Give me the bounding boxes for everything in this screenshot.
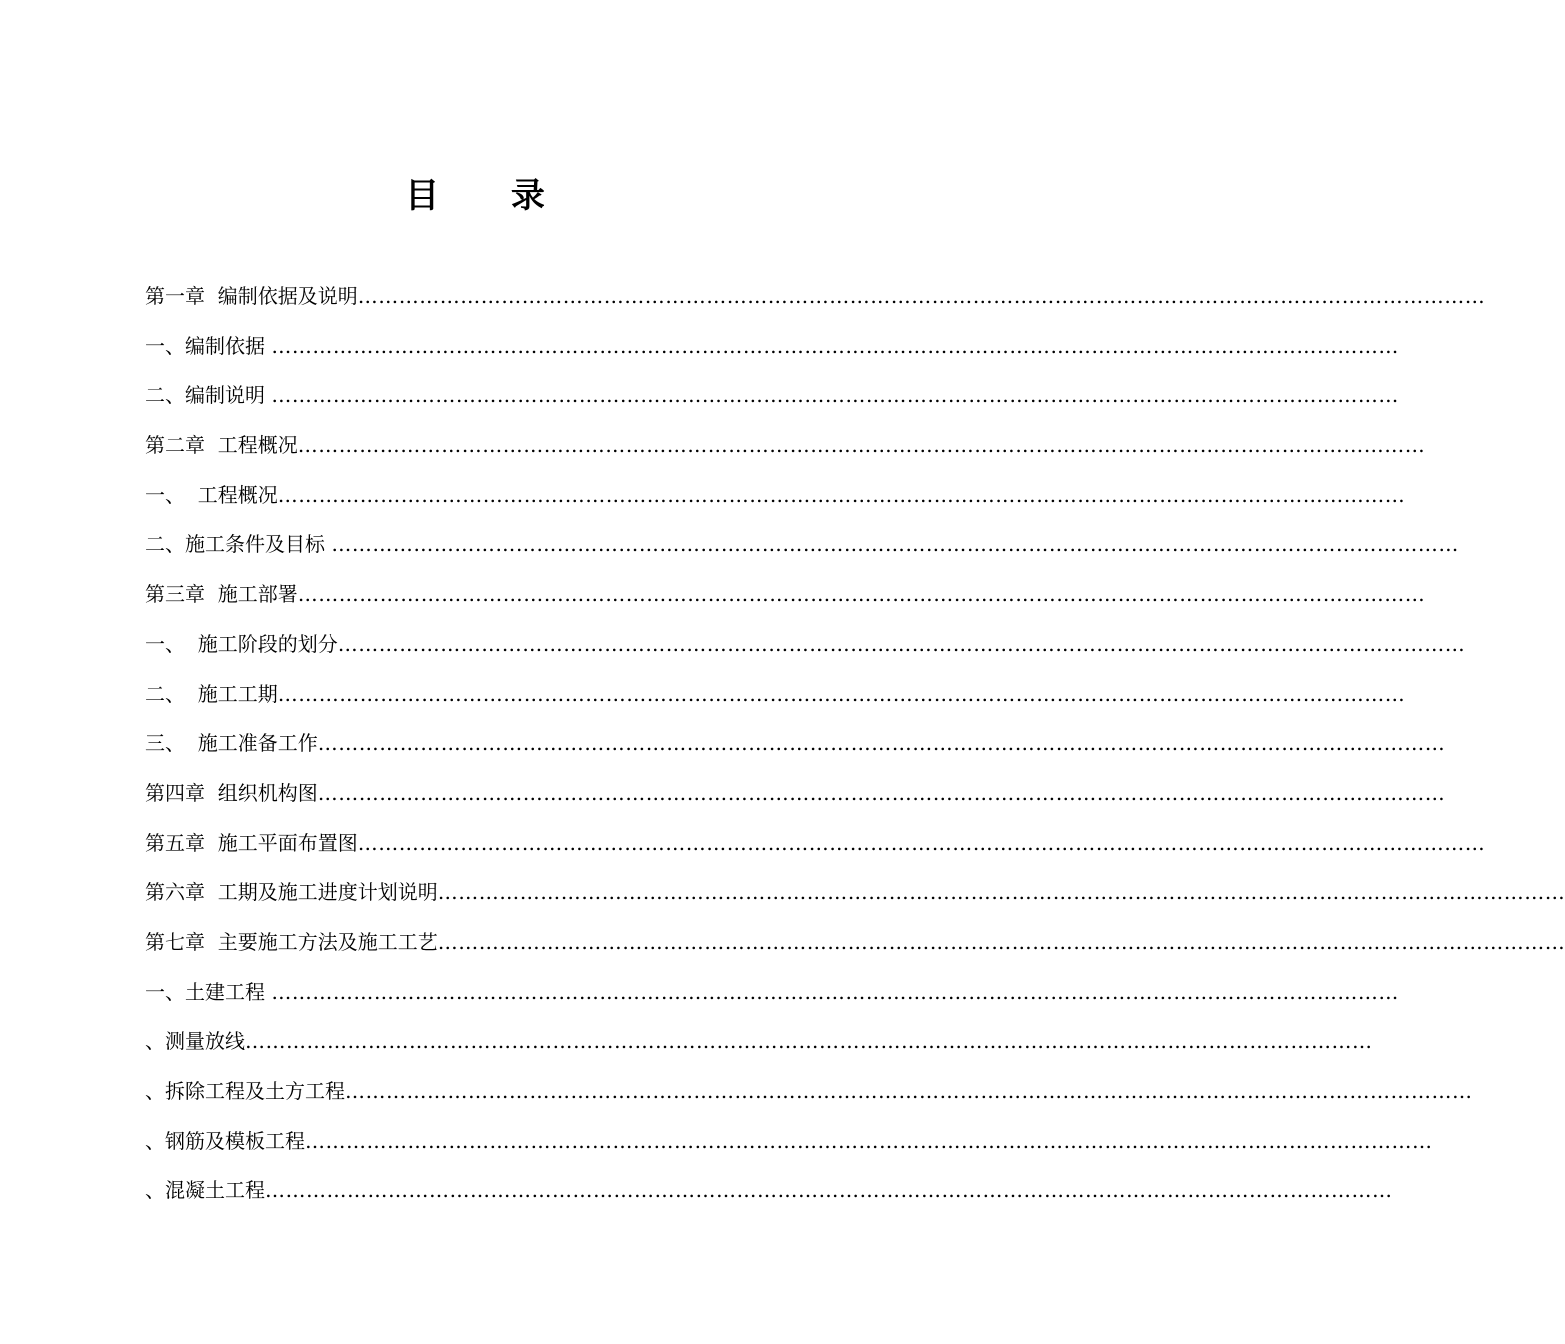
toc-entry[interactable] (145, 868, 1565, 918)
toc-entry[interactable] (145, 570, 1426, 620)
toc-entry-label: 第一章 编制依据及说明 (145, 284, 358, 308)
toc-entry[interactable] (145, 471, 1406, 521)
toc-entry-label: 第二章 工程概况 (145, 433, 298, 458)
toc-entry-label: 一、土建工程 (145, 979, 272, 1004)
toc-dot-leader: ………………………………………………………………………………………………………………………………………………… (297, 582, 1426, 607)
toc-entry[interactable] (145, 769, 1446, 819)
toc-dot-leader: ………………………………………………………………………………………………………………………………………………… (245, 1029, 1373, 1054)
toc-entry[interactable] (145, 968, 1399, 1018)
toc-entry-label: 第五章 施工平面布置图 (145, 830, 358, 855)
toc-dot-leader: ………………………………………………………………………………………………………………………………………………… (271, 333, 1399, 358)
toc-entry-label: 一、 施工阶段的划分 (145, 631, 338, 656)
toc-entry-label: 二、 施工工期 (145, 681, 278, 706)
toc-entry-label: 第六章 工期及施工进度计划说明 (145, 880, 438, 905)
toc-entry-label: 二、施工条件及目标 (145, 532, 332, 557)
toc-entry[interactable] (145, 1067, 1473, 1117)
toc-entry-label: 、测量放线 (145, 1029, 245, 1054)
toc-dot-leader: ………………………………………………………………………………………………………………………………………………… (317, 780, 1446, 805)
toc-entry[interactable] (145, 719, 1446, 769)
toc-list (145, 272, 1565, 1216)
toc-dot-leader: ………………………………………………………………………………………………………………………………………………… (345, 1079, 1473, 1103)
toc-entry[interactable] (145, 520, 1459, 570)
toc-entry-label: 一、 工程概况 (145, 482, 278, 507)
toc-entry[interactable] (145, 620, 1466, 670)
toc-entry[interactable] (145, 272, 1486, 322)
toc-entry[interactable] (145, 421, 1426, 471)
toc-entry-label: 、混凝土工程 (145, 1178, 265, 1203)
toc-entry[interactable] (145, 371, 1399, 421)
toc-entry-label: 三、 施工准备工作 (145, 731, 318, 756)
toc-dot-leader: ………………………………………………………………………………………………………………………………………………… (265, 1178, 1393, 1203)
toc-entry-label: 二、编制说明 (145, 383, 272, 408)
toc-entry-label: 第四章 组织机构图 (145, 780, 318, 805)
toc-entry[interactable] (145, 819, 1486, 869)
toc-dot-leader: ………………………………………………………………………………………………………………………………………………… (357, 830, 1486, 855)
toc-dot-leader: ………………………………………………………………………………………………………………………………………………… (437, 880, 1565, 905)
toc-dot-leader: ………………………………………………………………………………………………………………………………………………… (437, 929, 1565, 954)
toc-entry[interactable] (145, 1166, 1393, 1216)
toc-dot-leader: ………………………………………………………………………………………………………………………………………………… (271, 383, 1399, 408)
toc-entry-label: 第七章 主要施工方法及施工工艺 (145, 929, 438, 954)
toc-dot-leader: ………………………………………………………………………………………………………………………………………………… (331, 532, 1459, 557)
toc-dot-leader: ………………………………………………………………………………………………………………………………………………… (297, 433, 1426, 458)
toc-entry[interactable] (145, 670, 1406, 720)
toc-entry[interactable] (145, 1017, 1373, 1067)
toc-dot-leader: ………………………………………………………………………………………………………………………………………………… (305, 1128, 1433, 1153)
toc-dot-leader: ………………………………………………………………………………………………………………………………………………… (337, 631, 1466, 656)
toc-dot-leader: ………………………………………………………………………………………………………………………………………………… (317, 731, 1446, 756)
toc-entry[interactable] (145, 918, 1565, 968)
toc-entry[interactable] (145, 1117, 1433, 1167)
toc-entry-label: 一、编制依据 (145, 333, 272, 358)
toc-title: 目 录 (405, 176, 575, 216)
toc-entry-label: 、钢筋及模板工程 (145, 1128, 305, 1153)
toc-entry-label: 、拆除工程及土方工程 (145, 1079, 345, 1103)
toc-entry-label: 第三章 施工部署 (145, 582, 298, 607)
toc-dot-leader: ………………………………………………………………………………………………………………………………………………… (271, 979, 1399, 1004)
toc-dot-leader: ………………………………………………………………………………………………………………………………………………… (357, 284, 1486, 308)
toc-dot-leader: ………………………………………………………………………………………………………………………………………………… (277, 681, 1406, 706)
toc-dot-leader: ………………………………………………………………………………………………………………………………………………… (277, 482, 1406, 507)
toc-entry[interactable] (145, 322, 1399, 372)
